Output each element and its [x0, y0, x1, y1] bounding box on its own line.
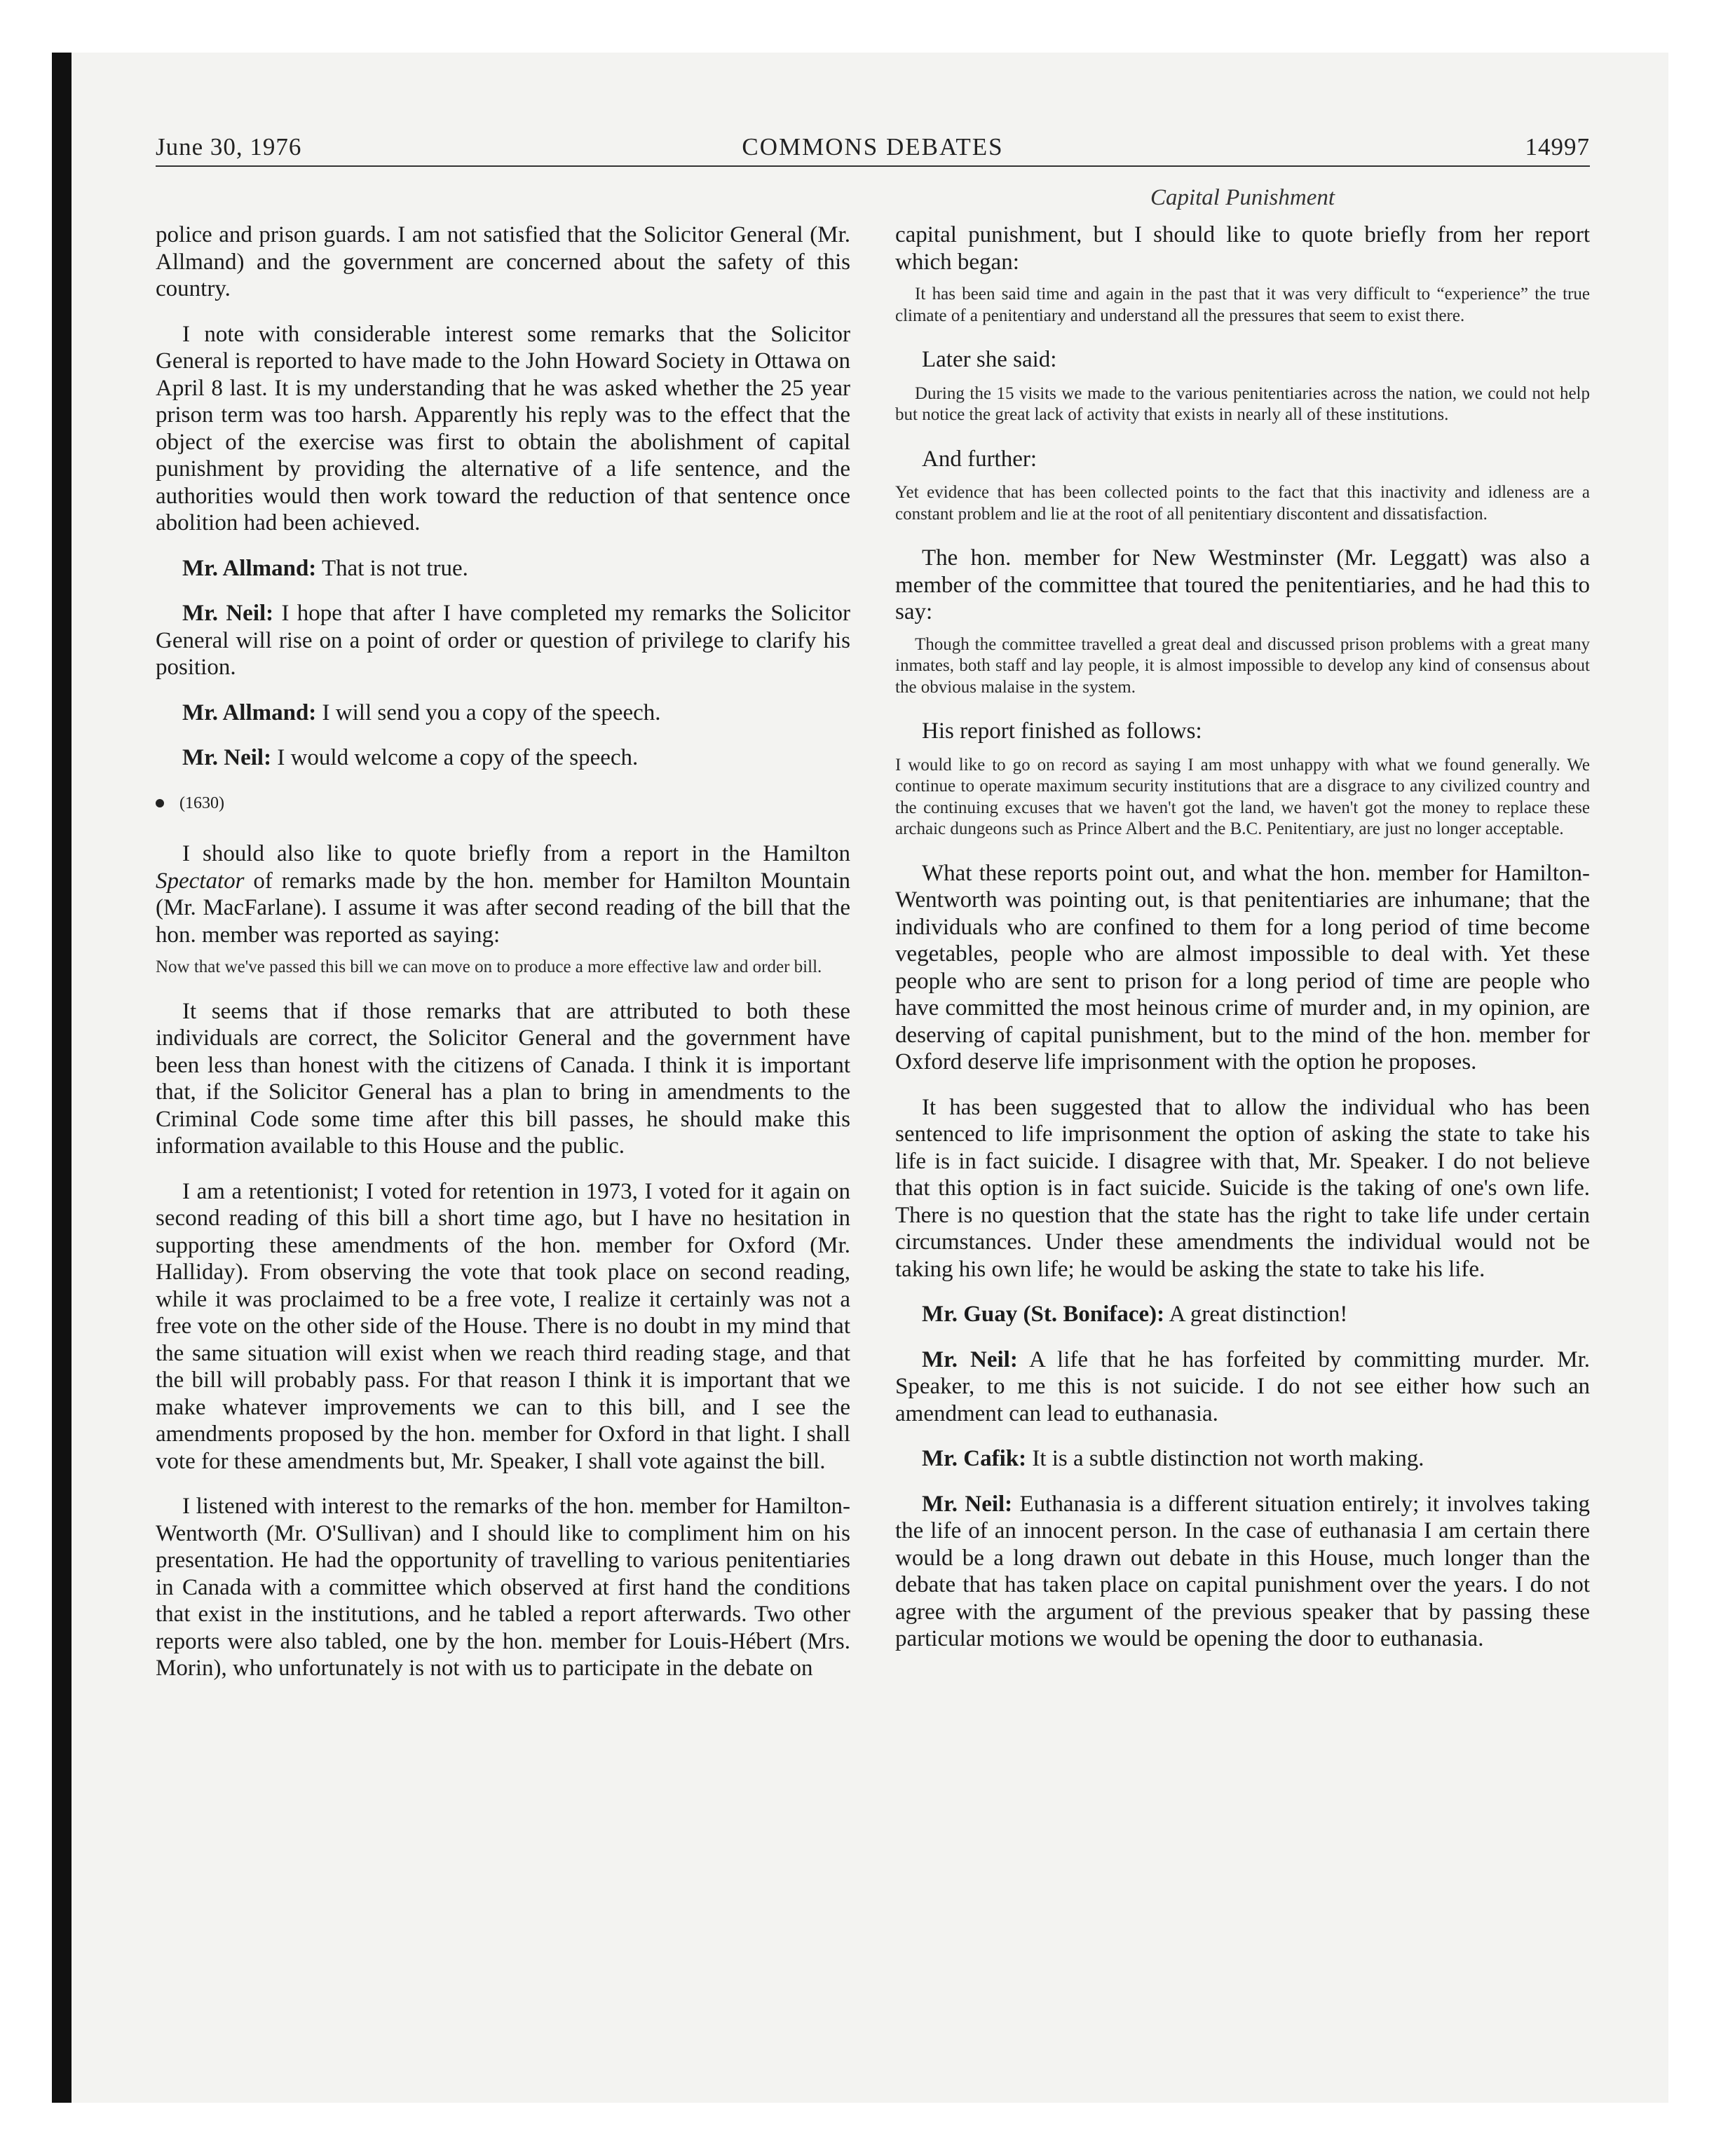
speaker-name: Mr. Cafik: [922, 1446, 1027, 1471]
scan-binding-edge [52, 53, 72, 2103]
paragraph: The hon. member for New Westminster (Mr. Leggatt) was also a member of the committee that toured the penitentiaries, and he had this to say: [895, 545, 1590, 625]
time-stamp: (1630) [179, 793, 224, 812]
text-span: I should also like to quote briefly from a report in the Hamilton [182, 841, 850, 866]
speech-entry [156, 600, 850, 681]
paragraph: I am a retentionist; I voted for retention in 1973, I voted for it again on second reading of this bill a short time ago, but I have no hesitation in supporting these amendments of the hon. member for Oxford (Mr. Halliday). From observing the vote that took place on second reading, while it was proclaimed to be a free vote, I realize it certainly was not a free vote on the other side of the House. There is no doubt in my mind that the same situation will exist when we reach third reading stage, and that the bill will probably pass. For that reason I think it is important that we make whatever improvements we can to this bill, and I see the amendments proposed by the hon. member for Oxford in that light. I shall vote for these amendments but, Mr. Speaker, I shall vote against the bill. [156, 1178, 850, 1474]
speaker-name: Mr. Neil: [922, 1346, 1018, 1372]
section-title: Capital Punishment [1150, 185, 1335, 210]
paragraph: police and prison guards. I am not satisfied that the Solicitor General (Mr. Allmand) and the government are concerned about the safety of this country. [156, 222, 850, 301]
speech-entry [895, 1301, 1590, 1328]
speech-text: I will send you a copy of the speech. [316, 700, 661, 725]
scan-margin [0, 0, 1735, 53]
quote-block: Now that we've passed this bill we can move on to produce a more effective law and order bill. [156, 957, 822, 976]
speaker-name: Mr. Allmand: [182, 555, 317, 581]
speech-entry [895, 1491, 1590, 1653]
quote-block: It has been said time and again in the past that it was very difficult to “experience” the true climate of a penitentiary and understand all the pressures that seem to exist there. [895, 285, 1590, 325]
speech-entry [895, 1445, 1590, 1473]
paragraph: capital punishment, but I should like to quote briefly from her report which began: [895, 222, 1590, 275]
lead-line: Later she said: [922, 347, 1057, 372]
bullet-icon [156, 799, 164, 807]
speaker-name: Mr. Neil: [922, 1491, 1013, 1517]
header-title: COMMONS DEBATES [742, 133, 1004, 161]
lead-line: And further: [922, 446, 1037, 472]
speech-text: I would welcome a copy of the speech. [271, 745, 639, 770]
left-column [156, 221, 850, 1700]
speaker-name: Mr. Neil: [182, 745, 272, 770]
speaker-name: Mr. Allmand: [182, 700, 317, 725]
paragraph: It seems that if those remarks that are attributed to both these individuals are correct, the Solicitor General and the government have been less than honest with the citizens of Canada. I think it is important that, if the Solicitor General has a plan to bring in amendments to the Criminal Code some time after this bill passes, he should make this information available to this House and the public. [156, 998, 850, 1159]
paragraph: What these reports point out, and what the hon. member for Hamilton-Wentworth was pointing out, is that penitentiaries are inhumane; that the individuals who are confined to them for a long period of time become vegetables, people who are almost impossible to deal with. Yet these people who are sent to prison for a long period of time are people who have committed the most heinous crime of murder and, in my opinion, are deserving of capital punishment, but to the mind of the hon. member for Oxford deserve life imprisonment with the option he proposes. [895, 860, 1590, 1074]
quote-block: Yet evidence that has been collected points to the fact that this inactivity and idleness are a constant problem and lie at the root of all penitentiary discontent and dissatisfaction. [895, 483, 1590, 524]
speech-text: Euthanasia is a different situation entirely; it involves taking the life of an innocent person. In the case of euthanasia I am certain there would be a long drawn out debate in this House, much longer than the debate that has taken place on capital punishment over the years. I do not agree with the argument of the previous speaker that by passing these particular motions we would be opening the door to euthanasia. [895, 1491, 1590, 1651]
header-page-number: 14997 [1525, 133, 1590, 161]
paragraph: I note with considerable interest some remarks that the Solicitor General is reported to have made to the John Howard Society in Ottawa on April 8 last. It is my understanding that he was asked whether the 25 year prison term was too harsh. Apparently his reply was to the effect that the object of the exercise was first to obtain the abolishment of capital punishment by providing the alternative of a life sentence, and the authorities would then work toward the reduction of that sentence once abolition had been achieved. [156, 321, 850, 535]
speech-text: A great distinction! [1164, 1302, 1348, 1327]
speech-text: I hope that after I have completed my remarks the Solicitor General will rise on a point of order or question of privilege to clarify his position. [156, 601, 850, 680]
paragraph: It has been suggested that to allow the individual who has been sentenced to life imprisonment the option of asking the state to take his life is in fact suicide. I disagree with that, Mr. Speaker. I do not believe that this option is in fact suicide. Suicide is the taking of one's own life. There is no question that the state has the right to take life under certain circumstances. Under these amendments the individual would not be taking his own life; he would be asking the state to take his life. [895, 1094, 1590, 1282]
text-span: of remarks made by the hon. member for Hamilton Mountain (Mr. MacFarlane). I assume it was after second reading of the bill that the hon. member was reported as saying: [156, 868, 850, 948]
page-header [156, 133, 1590, 168]
quote-block: Though the committee travelled a great deal and discussed prison problems with a great many inmates, both staff and lay people, it is almost impossible to develop any kind of consensus about the obvious malaise in the system. [895, 634, 1590, 697]
speech-text: A life that he has forfeited by committing murder. Mr. Speaker, to me this is not suicide. I do not see either how such an amendment can lead to euthanasia. [895, 1346, 1590, 1426]
quote-block: During the 15 visits we made to the various penitentiaries across the nation, we could not help but notice the great lack of activity that exists in nearly all of these institutions. [895, 383, 1590, 424]
lead-line: His report finished as follows: [922, 718, 1202, 744]
time-marker [156, 790, 850, 817]
speech-text: That is not true. [316, 555, 468, 581]
speaker-name: Mr. Neil: [182, 601, 274, 626]
header-rule [156, 165, 1590, 167]
header-date: June 30, 1976 [156, 133, 302, 161]
right-column [895, 221, 1590, 1671]
speech-entry [895, 1346, 1590, 1428]
paragraph [156, 840, 850, 948]
speech-entry [156, 555, 850, 582]
speech-entry [156, 744, 850, 772]
quote-block: I would like to go on record as saying I am most unhappy with what we found generally. We continue to operate maximum security institutions that are a disgrace to any civilized country and the continuing excuses that we haven't got the land, we haven't got the money to replace these archaic dungeons such as Prince Albert and the B.C. Penitentiary, are just no longer acceptable. [895, 755, 1590, 838]
publication-name: Spectator [156, 868, 245, 894]
paragraph: I listened with interest to the remarks of the hon. member for Hamilton-Wentworth (Mr. O'Sullivan) and I should like to compliment him on his presentation. He had the opportunity of travelling to various penitentiaries in Canada with a committee which observed at first hand the conditions that exist in the institutions, and he tabled a report afterwards. Two other reports were also tabled, one by the hon. member for Louis-Hébert (Mrs. Morin), who unfortunately is not with us to participate in the debate on [156, 1494, 850, 1681]
speech-text: It is a subtle distinction not worth making. [1026, 1446, 1424, 1471]
speech-entry [156, 700, 850, 727]
speaker-name: Mr. Guay (St. Boniface): [922, 1302, 1165, 1327]
